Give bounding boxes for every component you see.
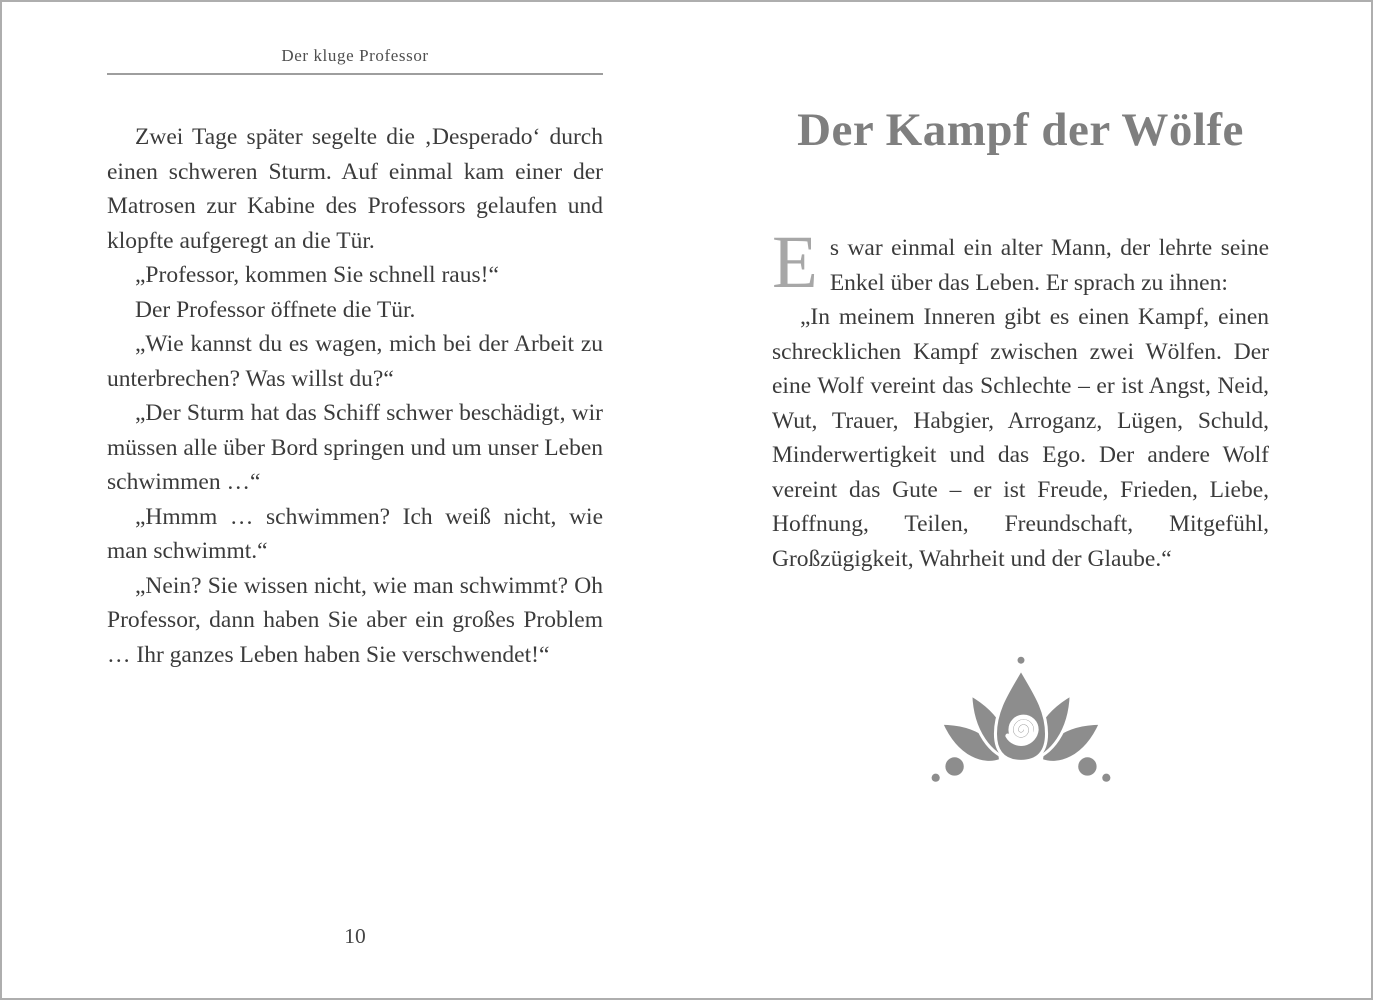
story-paragraph: Der Professor öffnete die Tür. bbox=[135, 296, 416, 323]
chapter-title: Der Kampf der Wölfe bbox=[797, 104, 1244, 156]
story-paragraph: „Der Sturm hat das Schiff schwer beschädigt, wir müssen alle über Bord springen und um unser Leben schwimmen …“ bbox=[107, 400, 604, 495]
story-paragraph: „Professor, kommen Sie schnell raus!“ bbox=[135, 262, 499, 288]
page-number: 10 bbox=[344, 924, 366, 948]
header-rule bbox=[107, 73, 603, 75]
left-page-body bbox=[107, 120, 603, 672]
opening-paragraph-text: s war einmal ein alter Mann, der lehrte seine Enkel über das Leben. Er sprach zu ihnen: bbox=[829, 235, 1269, 296]
story-paragraph: Zwei Tage später segelte die ‚Desperado‘ durch einen schweren Sturm. Auf einmal kam einer der Matrosen zur Kabine des Professors gelaufen und klopfte aufgeregt an die Tür. bbox=[107, 124, 603, 254]
body-paragraph: „In meinem Inneren gibt es einen Kampf, einen schrecklichen Kampf zwischen zwei Wölfen. Der eine Wolf vereint das Schlechte – er ist Angst, Neid, Wut, Trauer, Habgier, Arroganz, Lügen, Schuld, Minderwertigkeit und das Ego. Der andere Wolf vereint das Gute – er ist Freude, Frieden, Liebe, Hoffnung, Teilen, Freundschaft, Mitgefühl, Großzügigkeit, Wahrheit und der Glaube.“ bbox=[772, 304, 1269, 572]
opening-paragraph bbox=[772, 221, 1269, 304]
story-paragraph: „Wie kannst du es wagen, mich bei der Arbeit zu unterbrechen? Was willst du?“ bbox=[107, 331, 603, 392]
running-header: Der kluge Professor bbox=[281, 46, 429, 65]
page-right bbox=[772, 2, 1269, 792]
story-paragraph: „Hmmm … schwimmen? Ich weiß nicht, wie man schwimmt.“ bbox=[107, 503, 603, 564]
page-left bbox=[107, 46, 603, 672]
drop-cap: E bbox=[772, 221, 818, 304]
lotus-ornament bbox=[772, 654, 1269, 792]
lotus-icon bbox=[927, 654, 1115, 787]
right-page-body bbox=[772, 221, 1269, 576]
story-paragraph: „Nein? Sie wissen nicht, wie man schwimmt? Oh Professor, dann haben Sie aber ein großes Problem … Ihr ganzes Leben haben Sie verschwendet!“ bbox=[107, 572, 603, 668]
